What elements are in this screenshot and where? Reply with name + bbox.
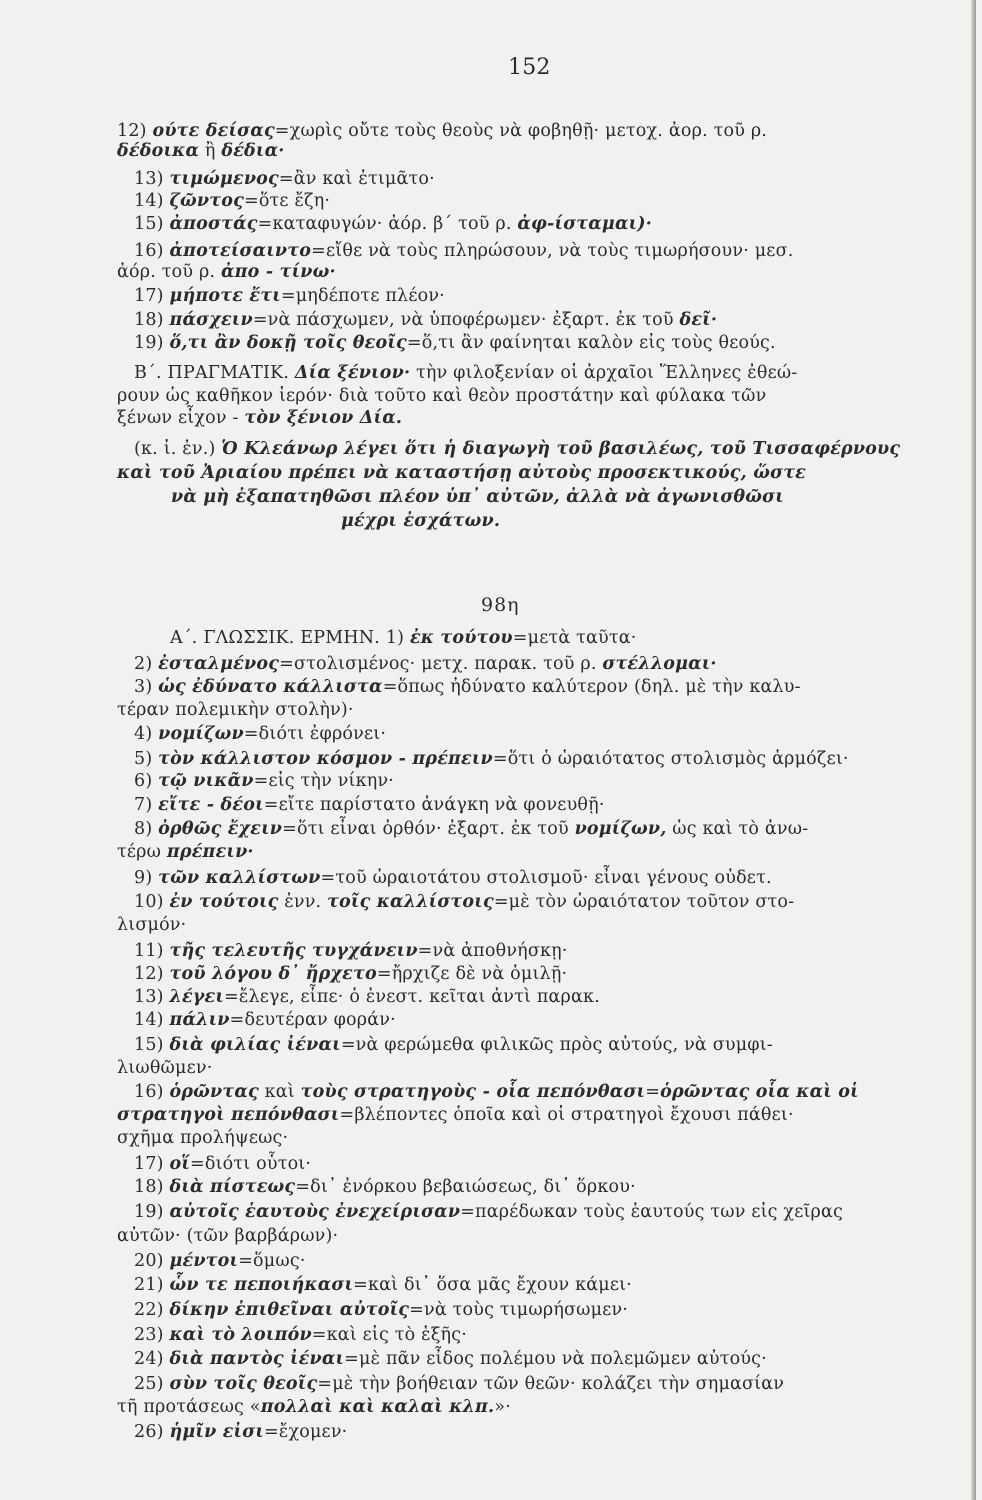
text-run: 10): [134, 892, 170, 912]
text-run: 22): [134, 1300, 170, 1320]
greek-term: εἴτε - δέοι: [158, 795, 264, 815]
text-run: ἀόρ. τοῦ ρ.: [117, 262, 221, 282]
text-line: [134, 1034, 773, 1056]
text-run: τέρω: [117, 842, 167, 862]
text-run: ἐνν.: [278, 892, 328, 912]
text-run: 9): [134, 868, 159, 888]
text-run: 5): [134, 749, 159, 769]
greek-term: διὰ πίστεως: [169, 1177, 296, 1197]
text-run: =ὅμως·: [238, 1251, 306, 1271]
text-run: =ἔχομεν·: [263, 1422, 348, 1442]
greek-term: καὶ τοῦ Ἀριαίου πρέπει νὰ καταστήσῃ αὐτοὺς προσεκτικούς, ὥστε: [117, 463, 807, 483]
greek-term: στρατηγοὶ πεπόνθασι: [117, 1105, 340, 1125]
text-line: [134, 1274, 632, 1296]
text-line: [134, 1421, 347, 1443]
text-run: =στολισμένος· μετχ. παρακ. τοῦ ρ.: [279, 654, 603, 674]
text-run: (κ. ἰ. ἐν.): [134, 439, 222, 459]
page-number: 152: [508, 55, 551, 80]
text-line: [134, 891, 794, 913]
greek-term: ἐσταλμένος: [158, 654, 280, 674]
text-line: [134, 770, 394, 792]
text-line: [117, 1127, 288, 1149]
text-run: 3): [134, 677, 159, 697]
text-run: =μὲ πᾶν εἶδος πολέμου νὰ πολεμῶμεν αὐτούς·: [344, 1349, 767, 1369]
text-line: [134, 1153, 311, 1175]
text-line: [117, 140, 285, 162]
text-run: =εἴθε νὰ τοὺς πληρώσουν, νὰ τοὺς τιμωρήσουν· μεσ.: [311, 241, 794, 261]
greek-term: δέδια·: [221, 141, 285, 161]
text-run: =ὅ,τι ἂν φαίνηται καλὸν εἰς τοὺς θεούς.: [406, 333, 776, 353]
text-line: [134, 285, 445, 307]
greek-term: πάλιν: [169, 1010, 230, 1030]
text-line: [117, 1104, 794, 1126]
greek-term: μέχρι ἐσχάτων.: [341, 511, 501, 531]
text-run: =μηδέποτε πλέον·: [280, 286, 445, 306]
text-line: [134, 653, 717, 675]
text-run: =νὰ πάσχωμεν, νὰ ὑποφέρωμεν· ἐξαρτ. ἐκ τοῦ: [252, 310, 680, 330]
text-line: [134, 1373, 784, 1395]
text-run: τῆ προτάσεως «: [117, 1397, 261, 1417]
text-line: [134, 213, 652, 235]
text-line: [134, 867, 772, 889]
text-run: 20): [134, 1251, 170, 1271]
greek-term: ἐκ τούτου: [409, 628, 513, 648]
text-run: =: [645, 1082, 661, 1102]
text-run: 16): [134, 241, 170, 261]
text-line: [134, 1250, 306, 1272]
text-run: =εἰς τὴν νίκην·: [253, 771, 395, 791]
text-run: 21): [134, 1275, 170, 1295]
section-number: 98η: [481, 594, 520, 616]
text-run: 17): [134, 1154, 170, 1174]
text-run: Β΄. ΠΡΑΓΜΑΤΙΚ.: [134, 363, 295, 383]
greek-term: διὰ φιλίας ἰέναι: [169, 1035, 341, 1055]
greek-term: τοῦ λόγου δ᾽ ἤρχετο: [169, 964, 377, 984]
greek-term: νομίζων,: [574, 819, 667, 839]
text-run: =ὅτε ἔζη·: [243, 191, 331, 211]
text-run: 16): [134, 1082, 170, 1102]
text-line: [117, 261, 336, 283]
text-line: [134, 190, 330, 212]
text-run: καὶ: [258, 1082, 301, 1102]
text-run: =χωρὶς οὔτε τοὺς θεοὺς νὰ φοβηθῇ· μετοχ. ἀορ. τοῦ ρ.: [274, 121, 768, 141]
text-run: 19): [134, 1202, 170, 1222]
text-run: =τοῦ ὡραιοτάτου στολισμοῦ· εἶναι γένους οὐδετ.: [320, 868, 772, 888]
text-run: =νὰ τοὺς τιμωρήσωμεν·: [409, 1300, 629, 1320]
text-run: =διότι ἐφρόνει·: [243, 724, 387, 744]
greek-term: Ὁ Κλεάνωρ λέγει ὅτι ἡ διαγωγὴ τοῦ βασιλέως, τοῦ Τισσαφέρνους: [221, 439, 901, 459]
text-run: 17): [134, 286, 170, 306]
text-line: [134, 438, 900, 460]
text-run: ξένων εἶχον -: [117, 408, 245, 428]
greek-term: πάσχειν: [169, 310, 253, 330]
greek-term: τὸν ξένιον Δία.: [244, 408, 403, 428]
text-run: 13): [134, 169, 170, 189]
text-run: =ὅτι ὁ ὡραιότατος στολισμὸς ἁρμόζει·: [492, 749, 849, 769]
text-line: [134, 676, 801, 698]
text-run: =ἤρχιζε δὲ νὰ ὁμιλῇ·: [376, 964, 568, 984]
greek-term: λέγει: [169, 987, 225, 1007]
greek-term: στέλλομαι·: [602, 654, 717, 674]
text-line: [134, 332, 776, 354]
greek-term: πολλαὶ καὶ καλαὶ κλπ.: [260, 1397, 495, 1417]
greek-term: τοῖς καλλίστοις: [327, 892, 494, 912]
text-run: »·: [494, 1397, 511, 1417]
text-run: =ὅπως ἠδύνατο καλύτερον (δηλ. μὲ τὴν καλυ-: [382, 677, 801, 697]
greek-term: δεῖ·: [679, 310, 718, 330]
greek-term: τῶν καλλίστων: [158, 868, 321, 888]
text-run: ρουν ὡς καθῆκον ἱερόν· διὰ τοῦτο καὶ θεὸν προστάτην καὶ φύλακα τῶν: [117, 386, 767, 406]
text-run: τὴν φιλοξενίαν οἱ ἀρχαῖοι Ἕλληνες ἐθεώ-: [410, 363, 798, 383]
text-run: 15): [134, 214, 170, 234]
text-run: 4): [134, 724, 159, 744]
greek-term: δίκην ἐπιθεῖναι αὐτοῖς: [169, 1300, 410, 1320]
greek-term: ὁρῶντας: [169, 1082, 259, 1102]
text-run: 12): [117, 121, 153, 141]
greek-term: μέντοι: [169, 1251, 239, 1271]
text-line: [117, 1396, 511, 1418]
greek-term: διὰ παντὸς ἰέναι: [169, 1349, 345, 1369]
greek-term: ἀποστάς: [169, 214, 258, 234]
text-line: [134, 362, 797, 384]
greek-term: ἐν τούτοις: [169, 892, 279, 912]
text-run: =ἂν καὶ ἐτιμᾶτο·: [278, 169, 435, 189]
text-run: =εἴτε παρίστατο ἀνάγκη νὰ φονευθῇ·: [263, 795, 605, 815]
greek-term: νομίζων: [158, 724, 244, 744]
text-line: [170, 627, 637, 649]
text-run: =διότι οὗτοι·: [190, 1154, 312, 1174]
text-line: [134, 818, 808, 840]
text-run: 7): [134, 795, 159, 815]
text-line: [134, 1299, 628, 1321]
text-line: [134, 1009, 396, 1031]
text-run: Α΄. ΓΛΩΣΣΙΚ. ΕΡΜΗΝ. 1): [170, 628, 410, 648]
text-line: [134, 1176, 636, 1198]
text-run: =δευτέραν φοράν·: [229, 1010, 396, 1030]
text-line: [134, 723, 386, 745]
greek-term: ὅ,τι ἂν δοκῇ τοῖς θεοῖς: [169, 333, 407, 353]
text-run: 8): [134, 819, 159, 839]
text-run: =καὶ εἰς τὸ ἑξῆς·: [311, 1325, 467, 1345]
text-run: 19): [134, 333, 170, 353]
greek-term: αὐτοῖς ἑαυτοὺς ἐνεχείρισαν: [169, 1202, 461, 1222]
text-run: 25): [134, 1374, 170, 1394]
text-line: [134, 1201, 843, 1223]
text-run: =ὅτι εἶναι ὀρθόν· ἐξαρτ. ἐκ τοῦ: [282, 819, 575, 839]
text-run: 2): [134, 654, 159, 674]
text-run: λιωθῶμεν·: [117, 1058, 213, 1078]
text-run: 14): [134, 1010, 170, 1030]
greek-term: ζῶντος: [169, 191, 244, 211]
text-run: 18): [134, 310, 170, 330]
page-edge: [971, 0, 976, 1500]
text-line: [134, 963, 567, 985]
greek-term: σὺν τοῖς θεοῖς: [169, 1374, 318, 1394]
text-line: [134, 1324, 467, 1346]
greek-term: ἀποτείσαιντο: [169, 241, 312, 261]
text-run: 14): [134, 191, 170, 211]
text-line: [117, 914, 186, 936]
text-run: =ἔλεγε, εἶπε· ὁ ἐνεστ. κεῖται ἀντὶ παρακ.: [224, 987, 600, 1007]
text-run: =καταφυγών· ἀόρ. β΄ τοῦ ρ.: [257, 214, 518, 234]
text-line: [341, 510, 500, 532]
text-run: αὐτῶν· (τῶν βαρβάρων)·: [117, 1226, 339, 1246]
text-run: 24): [134, 1349, 170, 1369]
greek-term: Δία ξένιον·: [294, 363, 411, 383]
greek-term: ὧν τε πεποιήκασι: [169, 1275, 354, 1295]
greek-term: δέδοικα: [117, 141, 200, 161]
greek-term: τῷ νικᾶν: [158, 771, 254, 791]
text-line: [117, 385, 766, 407]
text-line: [117, 407, 402, 429]
text-line: [134, 1081, 859, 1103]
text-run: 23): [134, 1325, 170, 1345]
text-run: =βλέποντες ὁποῖα καὶ οἱ στρατηγοὶ ἔχουσι πάθει·: [339, 1105, 794, 1125]
text-run: =καὶ δι᾽ ὅσα μᾶς ἔχουν κάμει·: [353, 1275, 632, 1295]
greek-term: μήποτε ἔτι: [169, 286, 281, 306]
text-run: =μετὰ ταῦτα·: [512, 628, 637, 648]
text-run: 26): [134, 1422, 170, 1442]
greek-term: τιμώμενος: [169, 169, 279, 189]
text-line: [134, 794, 605, 816]
text-run: 11): [134, 941, 170, 961]
text-run: =μὲ τὸν ὡραιότατον τοῦτον στο-: [493, 892, 795, 912]
text-line: [117, 841, 254, 863]
text-line: [134, 986, 600, 1008]
text-line: [117, 120, 767, 142]
text-run: 13): [134, 987, 170, 1007]
text-line: [117, 462, 806, 484]
text-run: =νὰ φερώμεθα φιλικῶς πρὸς αὐτούς, νὰ συμφι-: [340, 1035, 773, 1055]
text-run: 6): [134, 771, 159, 791]
greek-term: πρέπειν·: [166, 842, 254, 862]
text-run: =δι᾽ ἐνόρκου βεβαιώσεως, δι᾽ ὅρκου·: [295, 1177, 636, 1197]
text-line: [134, 748, 849, 770]
text-line: [134, 309, 717, 331]
greek-term: οἵ: [169, 1154, 191, 1174]
text-run: =μὲ τὴν βοήθειαν τῶν θεῶν· κολάζει τὴν σημασίαν: [317, 1374, 785, 1394]
greek-term: ἡμῖν εἰσι: [169, 1422, 264, 1442]
text-line: [117, 1225, 338, 1247]
greek-term: ὡς ἐδύνατο κάλλιστα: [158, 677, 383, 697]
text-run: ὡς καὶ τὸ ἀνω-: [666, 819, 809, 839]
text-run: ἢ: [199, 141, 222, 161]
greek-term: τὸν κάλλιστον κόσμον - πρέπειν: [158, 749, 493, 769]
text-line: [134, 940, 568, 962]
greek-term: ἀπο - τίνω·: [221, 262, 336, 282]
text-line: [134, 240, 793, 262]
text-line: [134, 1348, 767, 1370]
text-run: 12): [134, 964, 170, 984]
text-run: τέραν πολεμικὴν στολὴν)·: [117, 700, 354, 720]
greek-term: ὀρθῶς ἔχειν: [158, 819, 283, 839]
text-line: [134, 168, 435, 190]
greek-term: τῆς τελευτῆς τυγχάνειν: [169, 941, 418, 961]
text-run: =νὰ ἀποθνήσκῃ·: [417, 941, 568, 961]
text-run: =παρέδωκαν τοὺς ἑαυτούς των εἰς χεῖρας: [460, 1202, 844, 1222]
greek-term: νὰ μὴ ἐξαπατηθῶσι πλέον ὑπ᾽ αὐτῶν, ἀλλὰ νὰ ἀγωνισθῶσι: [171, 487, 784, 507]
text-run: λισμόν·: [117, 915, 187, 935]
text-line: [171, 486, 784, 508]
greek-term: τοὺς στρατηγοὺς - οἷα πεπόνθασι: [300, 1082, 646, 1102]
greek-term: ούτε δείσας: [152, 121, 275, 141]
text-line: [117, 1057, 212, 1079]
greek-term: ἀφ-ίσταμαι)·: [517, 214, 653, 234]
text-run: σχῆμα προλήψεως·: [117, 1128, 289, 1148]
text-run: 15): [134, 1035, 170, 1055]
greek-term: καὶ τὸ λοιπόν: [169, 1325, 312, 1345]
greek-term: ὁρῶντας οἷα καὶ οἱ: [660, 1082, 859, 1102]
text-line: [117, 699, 354, 721]
text-run: 18): [134, 1177, 170, 1197]
